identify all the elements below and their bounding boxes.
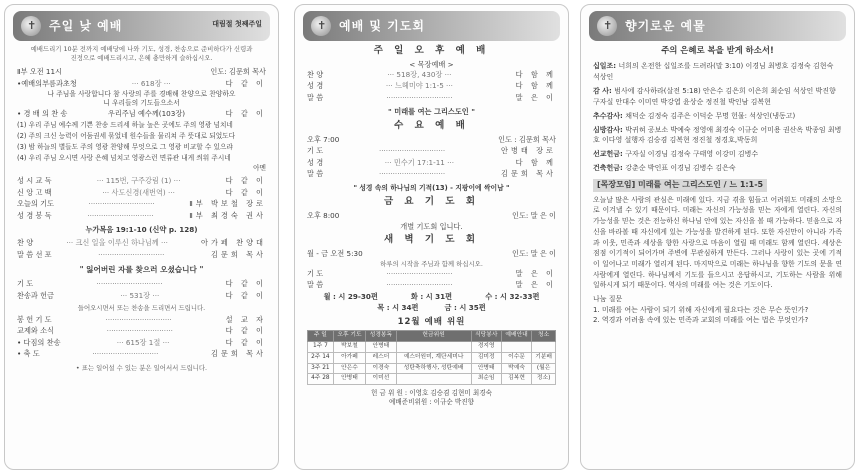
order-item: 기 도 ····························· 말 은 이 [307, 268, 556, 278]
order-item: 성 시 교 독 ··· 115번, 구주강림 (1) ··· 다 같 이 [17, 176, 266, 186]
wed-time: 오후 7:00 [307, 134, 340, 144]
order-item: 성 경 ··· 민수기 17:1-11 ··· 다 함 께 [307, 157, 556, 167]
header-offerings [589, 11, 846, 41]
table-header: 예배안내 [501, 331, 531, 342]
panel-offerings [580, 4, 855, 470]
table-header: 헌금위원 [396, 331, 471, 342]
order-item: 말 씀 ····························· 김문희 목사 [307, 169, 556, 179]
season-tag: 대림절 첫째주일 [212, 20, 262, 28]
offering-note: 들어오시면서 또는 찬송을 드리면서 드립니다. [77, 304, 206, 313]
offering-item: 감 사: 범사에 감사하라(살전 5:18) 안은수 김은희 이은희 최순임 석상인 박진향 구자실 안대수 이미연 박강엽 윤상순 정진철 박인남 김복현 [593, 87, 836, 106]
table-header: 주 일 [308, 331, 334, 342]
order-list-b [17, 176, 266, 222]
offering-item: 선교헌금: 구자실 이경님 김정숙 구태영 이강미 김병수 [593, 150, 759, 159]
panel-title: 주일 낮 예배 [49, 18, 123, 33]
table-row: 2주 14 아가페 레스더 예스더원미, 계단세미나 김미정 이수문 기분배 [308, 352, 556, 363]
order-list-d [17, 279, 266, 302]
header-services [303, 11, 560, 41]
order-item: 찬 양 ··· 518장, 430장 ··· 다 함 께 [307, 69, 556, 79]
order-item: •예배의부름과초청 ··· 618장 ··· 다 같 이 [17, 78, 266, 88]
table-row: 1주 7 박보철 안병태 경지영 [308, 342, 556, 353]
table-header: 성경봉독 [366, 331, 396, 342]
lyric-line: (3) 밤 하늘의 별들도 주의 영광 찬양해 무엇으로 그 영광 비교할 수 있으랴 [17, 143, 233, 152]
blessing: 주의 은혜로 복을 받게 하소서! [661, 45, 774, 55]
order-item: 말 씀 ····························· 말 은 이 [307, 280, 556, 290]
order-list-e [17, 315, 266, 361]
call-text: 나 주님을 사랑합니다 참 사랑의 주를 경배해 찬양으로 찬양하오니 우리들의 기도들으소서 [47, 90, 236, 108]
order-item: 찬 양 ··· 크신 일을 이루신 하나님께 ··· 아가페 찬양대 [17, 238, 266, 248]
fri-note: 개별 기도회 입니다. [400, 222, 463, 232]
order-item: 찬송과 헌금 ··· 531장 ··· 다 같 이 [17, 290, 266, 300]
cross-logo-icon [311, 16, 331, 36]
offering-item: 십일조: 너희의 온전한 십일조를 드려라(말 3:10) 이경님 최병호 김정숙 김현숙 석상인 [593, 62, 834, 82]
questions-title: 나눔 질문 [593, 295, 623, 304]
scripture-reading: 누가복음 19:1-10 (신약 p. 128) [85, 225, 198, 235]
hymn-lyrics [17, 120, 266, 164]
lyric-line: (2) 주의 크신 능력이 어둠권세 묶었네 원수들을 물리쳐 주 뜻대로 되었도다 [17, 132, 236, 141]
order-item: 신 앙 고 백 ··· 사도신경(새번역) ··· 다 같 이 [17, 187, 266, 197]
dawn-title: 새 벽 기 도 회 [383, 233, 480, 245]
offering-committee: 헌 금 위 원 : 이영호 김승겸 김현미 최경숙 [371, 389, 492, 398]
order-item: • 경 배 의 찬 송 우리주님 예수께(103장) 다 같 이 [17, 108, 266, 118]
dawn-note: 하루의 시작을 주님과 함께 하십시오. [380, 260, 483, 269]
order-item: 기 도 ····························· 안병태 장로 [307, 146, 556, 156]
table-header: 청소 [532, 331, 556, 342]
question-item: 1. 미래를 여는 사람이 되기 위해 자신에게 필요다는 것은 무슨 뜻인가? [593, 305, 809, 314]
fri-leader: 인도: 말 은 이 [512, 210, 556, 220]
table-row: 3주 21 안은수 이경숙 성탄축하행사, 성탄예배 안병태 박예숙 (월은 [308, 363, 556, 374]
fri-title: 금 요 기 도 회 [383, 195, 480, 207]
dawn-items [307, 269, 556, 292]
service-leader: 인도: 김문희 목사 [210, 67, 266, 77]
order-item: 성 경 봉 독 ····························· Ⅱ부 최경숙 권사 [17, 210, 266, 220]
lyric-line: (1) 우리 주님 예수께 기쁜 찬송 드리세 하늘 높은 곳에도 주의 영광 넘치네 [17, 121, 233, 130]
order-item: 오늘의 기도 ····························· Ⅱ부 박보철 장로 [17, 199, 266, 209]
order-list-c [17, 238, 266, 261]
prep-committee: 예배준비위원 : 이규순 박진향 [389, 398, 474, 407]
dawn-time: 월 - 금 오전 5:30 [307, 248, 363, 258]
reading-item: 월 : 시 29-30편 [323, 291, 378, 301]
questions-list [593, 305, 842, 326]
order-item: • 다짐의 찬송 ··· 615장 1절 ··· 다 같 이 [17, 337, 266, 347]
order-item: 봉 헌 기 도 ····························· 설 교 자 [17, 314, 266, 324]
pm-sermon: " 미래를 여는 그리스도인 " [388, 107, 475, 117]
pm-items [307, 70, 556, 105]
header-sunday-worship [13, 11, 270, 41]
table-header: 오후 기도 [333, 331, 366, 342]
wed-sermon: " 성경 속의 하나님의 기적(13) - 지팡이에 싹이남 " [353, 183, 510, 192]
footer-note: • 표는 일어설 수 있는 분은 일어서서 드립니다. [75, 363, 208, 372]
panel-sunday-worship [4, 4, 279, 470]
meditation-text: 오늘날 많은 사람의 관심은 미래에 있다. 지금 겪을 힘들고 어려워도 미래의 소망으로 이겨낼 수 있기 때문이다. 미래는 자신의 가능성을 믿는 자에게 열린다. 자신의 가능성을 믿는 것은 전능하신 하나님 안에 있는 자신을 볼 때 가능하다. 믿음으로 자신을 바라볼 때 자신에게 있는 가능성을 발견하게 된다. 또한 자신만이 아니라 가족과 이웃, 민족과 세상을 향한 사랑으로 마음이 열릴 때 미래도 함께 열린다. 세상은 점점 이기적이 되어가며 주변에 무관심하게 만든다. 그러나 사랑이 있는 곳에 기적이 일어나고 미래가 열리게 된다. 마지막으로 미래는 하나님을 향한 기도의 문을 연 사람에게 열린다. 하나님께서 기도를 들으시고 응답하시고, 기도하는 사람을 위해 일하시게 되기 때문이다. 역사의 미래를 여는 것은 기도이다. [593, 195, 842, 290]
offering-item: 심방감사: 박귀혀 공보소 박예숙 정영애 최경숙 이규순 어미용 권산옥 박종임 최병호 이다영 설행자 김승겸 김복현 정진철 정경호,박동희 [593, 125, 842, 145]
reading-item: 금 : 시 35편 [444, 303, 486, 313]
order-list-a [17, 79, 266, 91]
wed-leader: 인도 : 김문희 목사 [498, 134, 556, 144]
pm-title: 주 일 오 후 예 배 [373, 45, 490, 56]
committee-table [307, 330, 556, 385]
offering-item: 추수감사: 채덕순 김정숙 김주은 이덕순 무명 헌물: 석상인(냉동고) [593, 111, 796, 120]
panel-title: 향기로운 예물 [625, 18, 706, 33]
wed-title: 수 요 예 배 [394, 119, 469, 131]
order-item: 말 씀 ····························· 말 은 이 [307, 92, 556, 102]
order-item: 말 씀 선 포 ····························· 김문희 목사 [17, 249, 266, 259]
intro-text: 예배드리기 10분 전까지 예배당에 나와 기도, 성경, 찬송으로 준비하다가 신령과 진정으로 예배드리시고, 은혜 충만하게 슬하십시오. [30, 45, 253, 62]
cross-logo-icon [597, 16, 617, 36]
table-row: 4주 28 안병태 이미선 최순임 김복현 정소) [308, 374, 556, 385]
order-item: 기 도 ····························· 다 같 이 [17, 279, 266, 289]
cross-logo-icon [21, 16, 41, 36]
reading-item: 목 : 시 34편 [377, 303, 419, 313]
panel-title: 예배 및 기도회 [339, 18, 425, 33]
service-time: Ⅱ부 오전 11시 [17, 67, 63, 77]
lyric-line: (4) 우리 주님 오시면 사랑 은혜 넘치고 영광스런 면류관 내게 씌워 주시네 [17, 154, 231, 163]
meditation-header: [목장모임] 미래를 여는 그리스도인 / 느 1:1-5 [593, 179, 842, 192]
reading-item: 수 : 시 32-33편 [485, 291, 540, 301]
table-header: 식당봉사 [471, 331, 501, 342]
daily-readings-2 [307, 303, 556, 315]
dawn-leader: 인도: 말 은 이 [512, 248, 556, 258]
sermon-title: " 잃어버린 자를 찾으러 오셨습니다 " [79, 265, 204, 275]
wed-items [307, 146, 556, 181]
order-item: • 축 도 ····························· 김문희 목사 [17, 349, 266, 359]
reading-item: 화 : 시 31편 [410, 291, 453, 301]
question-item: 2. 역경과 어려움 속에 있는 민족과 교회의 미래를 여는 법은 무엇인가? [593, 316, 809, 324]
daily-readings-1 [307, 292, 556, 304]
offering-item: 건축헌금: 강춘순 박인표 이경님 김병수 김은숙 [593, 164, 736, 173]
offering-list [593, 61, 842, 174]
committee-title: 12월 예배 위원 [397, 316, 466, 327]
panel-services [294, 4, 569, 470]
amen: 아멘 [253, 164, 266, 173]
order-item: 성 경 ··· 느헤미야 1:1-5 ··· 다 함 께 [307, 81, 556, 91]
fri-time: 오후 8:00 [307, 210, 340, 220]
pm-order: < 목장예배 > [409, 59, 454, 69]
order-item: 교제와 소식 ····························· 다 같 이 [17, 326, 266, 336]
